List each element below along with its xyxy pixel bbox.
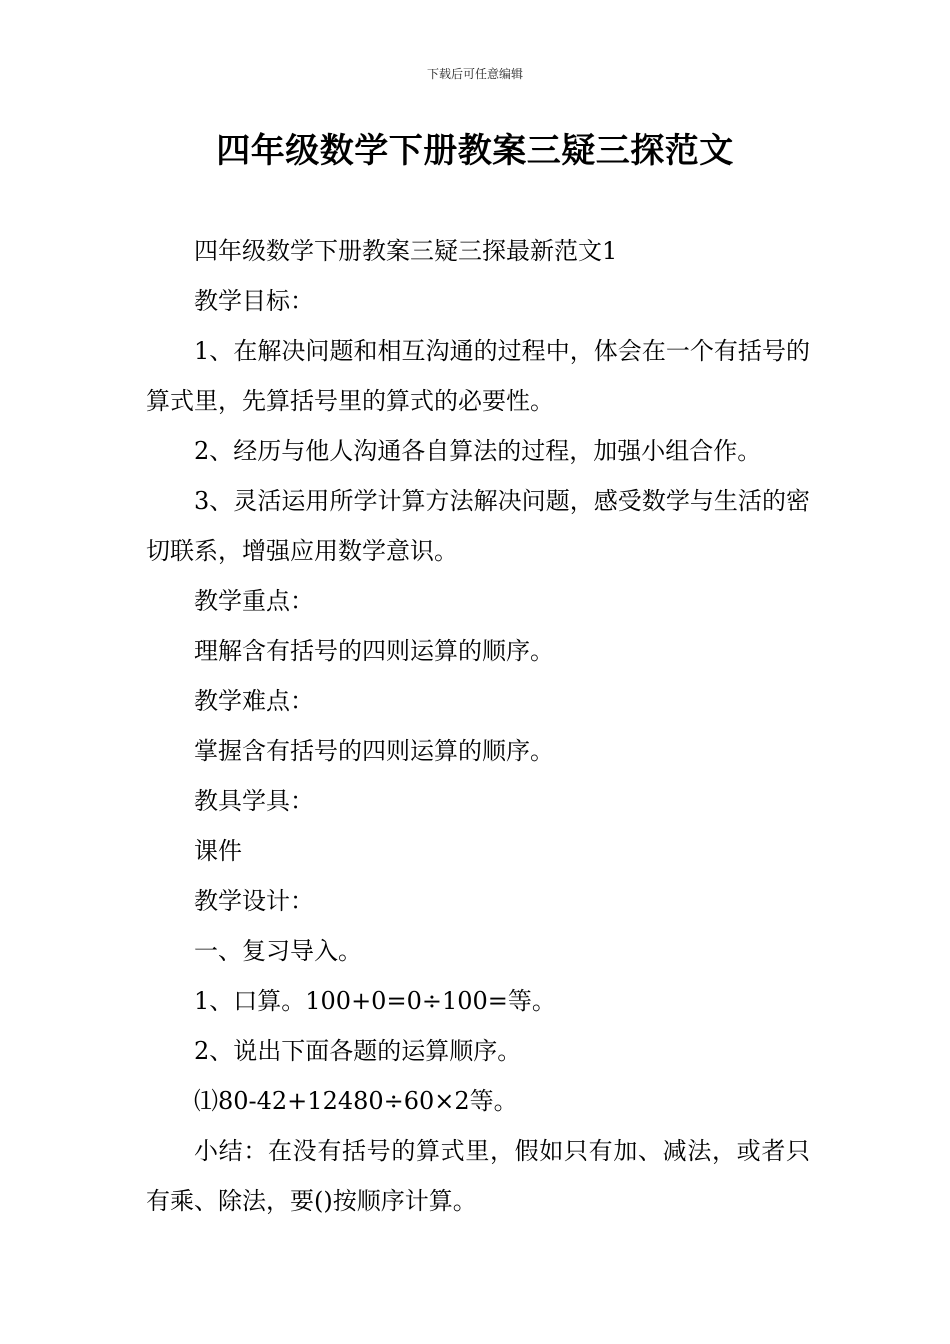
document-title: 四年级数学下册教案三疑三探范文 bbox=[216, 131, 734, 171]
header-note: 下载后可任意编辑 bbox=[426, 67, 523, 81]
paragraph-summary: 小结：在没有括号的算式里，假如只有加、减法，或者只有乘、除法，要()按顺序计算。 bbox=[146, 1137, 810, 1215]
paragraph-section-1: 一、复习导入。 bbox=[194, 937, 362, 965]
paragraph-goals-heading: 教学目标： bbox=[194, 287, 314, 315]
paragraph-key-points: 理解含有括号的四则运算的顺序。 bbox=[194, 637, 554, 665]
paragraph-goal-2: 2、经历与他人沟通各自算法的过程，加强小组合作。 bbox=[194, 437, 762, 465]
paragraph-goal-3: 3、灵活运用所学计算方法解决问题，感受数学与生活的密切联系，增强应用数学意识。 bbox=[146, 487, 810, 565]
paragraph-difficulties: 掌握含有括号的四则运算的顺序。 bbox=[194, 737, 554, 765]
paragraph-tools: 课件 bbox=[194, 837, 242, 865]
paragraph-order-question: 2、说出下面各题的运算顺序。 bbox=[194, 1037, 522, 1065]
paragraph-tools-heading: 教具学具： bbox=[194, 787, 314, 815]
paragraph-example: ⑴80-42+12480÷60×2等。 bbox=[194, 1087, 518, 1115]
paragraph-key-points-heading: 教学重点： bbox=[194, 587, 314, 615]
paragraph-difficulties-heading: 教学难点： bbox=[194, 687, 314, 715]
paragraph-subtitle: 四年级数学下册教案三疑三探最新范文1 bbox=[194, 237, 618, 265]
document-body bbox=[146, 226, 810, 1226]
paragraph-goal-1: 1、在解决问题和相互沟通的过程中，体会在一个有括号的算式里，先算括号里的算式的必要性。 bbox=[146, 337, 810, 415]
paragraph-oral-calc: 1、口算。100+0=0÷100=等。 bbox=[194, 987, 556, 1015]
paragraph-design-heading: 教学设计： bbox=[194, 887, 314, 915]
